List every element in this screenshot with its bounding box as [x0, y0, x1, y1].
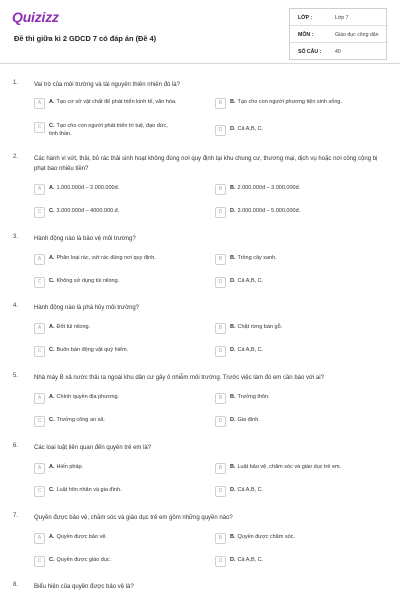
- option-text: Quyền được bảo vệ.: [56, 534, 107, 540]
- option-label: [49, 347, 199, 355]
- option-box[interactable]: D: [215, 125, 226, 136]
- option-label: [49, 487, 199, 495]
- option-label: [49, 417, 199, 425]
- option-text: Cả A,B, C.: [237, 557, 264, 563]
- option-box[interactable]: D: [215, 346, 226, 357]
- option-letter: B.: [230, 99, 236, 105]
- document-header: [0, 0, 400, 64]
- option-letter: B.: [230, 394, 236, 400]
- option-label: [230, 464, 380, 472]
- option-letter: A.: [49, 185, 55, 191]
- option-box[interactable]: C: [34, 486, 45, 497]
- option-text: Buôn bán động vật quý hiếm.: [56, 347, 129, 353]
- question-text: Biểu hiện của quyền được bảo vệ là?: [34, 584, 134, 590]
- option-letter: B.: [230, 185, 236, 191]
- question-number: 8.: [13, 582, 19, 588]
- question-number: 4.: [13, 303, 19, 309]
- option-text: Hiến pháp.: [56, 464, 84, 470]
- option-text: Trồng cây xanh.: [237, 255, 277, 261]
- option-text: 2.000.000đ – 3.000.000đ.: [237, 185, 301, 191]
- meta-info-box: [289, 8, 387, 60]
- option-label: [49, 324, 199, 332]
- option-text: Chặt rừng bán gỗ.: [237, 324, 283, 330]
- meta-row-subject: [290, 26, 388, 43]
- quizizz-logo[interactable]: Quizizz: [12, 9, 59, 25]
- option-box[interactable]: A: [34, 393, 45, 404]
- option-box[interactable]: A: [34, 184, 45, 195]
- option-letter: A.: [49, 394, 55, 400]
- option-label: [49, 278, 199, 286]
- option-label: [230, 208, 380, 216]
- question-text: Hành động nào là bảo vệ môi trường?: [34, 236, 136, 242]
- option-letter: D.: [230, 126, 236, 132]
- meta-value: 40: [335, 49, 341, 55]
- option-label: [230, 534, 380, 542]
- option-label: [49, 255, 199, 263]
- page-title: Đề thi giữa kì 2 GDCD 7 có đáp án (Đề 4): [14, 34, 157, 43]
- option-text: Quyền được chăm sóc.: [237, 534, 295, 540]
- option-letter: A.: [49, 534, 55, 540]
- option-box[interactable]: B: [215, 184, 226, 195]
- option-text: Gia đình.: [237, 417, 260, 423]
- option-letter: B.: [230, 534, 236, 540]
- question-text: Các loại luật liên quan đến quyền trẻ em là?: [34, 445, 152, 451]
- option-letter: C.: [49, 487, 55, 493]
- option-letter: D.: [230, 208, 236, 214]
- option-box[interactable]: D: [215, 556, 226, 567]
- meta-value: Lớp 7: [335, 15, 349, 21]
- option-label: [230, 185, 380, 193]
- meta-row-question-count: [290, 43, 388, 60]
- option-box[interactable]: A: [34, 98, 45, 109]
- option-box[interactable]: C: [34, 346, 45, 357]
- option-text: Đốt túi nilong.: [56, 324, 91, 330]
- option-letter: A.: [49, 324, 55, 330]
- option-label: [230, 126, 380, 134]
- question-text: Các hành vi vứt, thải, bỏ rác thải sinh hoạt không đúng nơi quy định tại khu chung cư, thương mại, dịch vụ hoặc nơi công cộng bị phạt bao nhiêu tiền?: [34, 156, 378, 172]
- option-box[interactable]: C: [34, 207, 45, 218]
- option-letter: D.: [230, 347, 236, 353]
- option-letter: A.: [49, 99, 55, 105]
- meta-label: MÔN :: [298, 32, 314, 38]
- option-label: [230, 394, 380, 402]
- option-text: Quyền được giáo dục.: [56, 557, 112, 563]
- option-text: Tạo cho con người phương tiện sinh sống.: [237, 99, 342, 105]
- option-text: Trưởng công an xã.: [56, 417, 105, 423]
- option-text: Cả A,B, C.: [237, 278, 264, 284]
- option-text: Tạo cho con người phát triển trí tuệ, đạo đức, tinh thần.: [49, 123, 168, 137]
- option-text: 3.000.000đ – 4000.000.đ.: [56, 208, 120, 214]
- question-text: Hành động nào là phá hủy môi trường?: [34, 305, 140, 311]
- option-label: [49, 557, 199, 565]
- option-box[interactable]: D: [215, 207, 226, 218]
- option-text: 3.000.000đ – 5.000.000đ.: [237, 208, 301, 214]
- option-box[interactable]: C: [34, 277, 45, 288]
- option-label: [230, 278, 380, 286]
- option-letter: C.: [49, 123, 55, 129]
- option-text: Cả A,B, C.: [237, 487, 264, 493]
- option-letter: C.: [49, 347, 55, 353]
- option-label: [230, 347, 380, 355]
- option-label: [230, 255, 380, 263]
- question-text: Quyền được bảo vệ, chăm sóc và giáo dục trẻ em gồm những quyền nào?: [34, 515, 233, 521]
- option-letter: C.: [49, 278, 55, 284]
- option-letter: B.: [230, 255, 236, 261]
- option-box[interactable]: D: [215, 277, 226, 288]
- option-label: [230, 417, 380, 425]
- option-letter: D.: [230, 278, 236, 284]
- option-label: [49, 123, 174, 138]
- option-label: [49, 185, 199, 193]
- option-letter: A.: [49, 464, 55, 470]
- meta-value: Giáo dục công dân: [335, 32, 379, 38]
- question-number: 3.: [13, 234, 19, 240]
- option-label: [49, 208, 199, 216]
- option-text: Luật hôn nhân và gia đình.: [56, 487, 122, 493]
- option-text: 1.000.000đ – 2.000.000đ.: [56, 185, 120, 191]
- option-letter: A.: [49, 255, 55, 261]
- question-number: 7.: [13, 513, 19, 519]
- option-letter: D.: [230, 487, 236, 493]
- meta-label: LỚP :: [298, 15, 313, 21]
- option-label: [230, 557, 380, 565]
- option-letter: B.: [230, 464, 236, 470]
- option-letter: C.: [49, 557, 55, 563]
- option-label: [49, 534, 199, 542]
- option-label: [49, 99, 199, 107]
- option-text: Tạo cơ sở vật chất để phát triển kinh tế, văn hóa.: [56, 99, 177, 105]
- question-text: Vai trò của môi trường và tài nguyên thiên nhiên đó là?: [34, 82, 180, 88]
- meta-row-class: [290, 9, 388, 26]
- option-box[interactable]: B: [215, 323, 226, 334]
- option-text: Cả A,B, C.: [237, 126, 264, 132]
- option-box[interactable]: A: [34, 463, 45, 474]
- option-box[interactable]: C: [34, 122, 45, 133]
- option-letter: C.: [49, 417, 55, 423]
- option-label: [230, 99, 380, 107]
- option-text: Không sử dụng túi nilong.: [56, 278, 120, 284]
- option-box[interactable]: A: [34, 533, 45, 544]
- option-text: Chính quyền địa phương.: [56, 394, 120, 400]
- question-number: 6.: [13, 443, 19, 449]
- option-box[interactable]: D: [215, 416, 226, 427]
- option-text: Luật bảo vệ, chăm sóc và giáo dục trẻ em.: [237, 464, 342, 470]
- question-text: Nhà máy B xả nước thải ra ngoài khu dân cư gây ô nhiễm môi trường. Trước việc làm đó em cần báo với ai?: [34, 375, 324, 381]
- option-letter: B.: [230, 324, 236, 330]
- option-box[interactable]: B: [215, 533, 226, 544]
- meta-label: SỐ CÂU :: [298, 49, 322, 55]
- option-label: [230, 324, 380, 332]
- question-number: 5.: [13, 373, 19, 379]
- option-text: Cả A,B, C.: [237, 347, 264, 353]
- option-box[interactable]: B: [215, 463, 226, 474]
- option-letter: D.: [230, 417, 236, 423]
- option-box[interactable]: B: [215, 393, 226, 404]
- option-box[interactable]: C: [34, 556, 45, 567]
- option-box[interactable]: A: [34, 323, 45, 334]
- option-label: [230, 487, 380, 495]
- option-box[interactable]: A: [34, 254, 45, 265]
- option-box[interactable]: C: [34, 416, 45, 427]
- option-box[interactable]: B: [215, 254, 226, 265]
- option-label: [49, 464, 199, 472]
- option-letter: C.: [49, 208, 55, 214]
- option-letter: D.: [230, 557, 236, 563]
- option-text: Trưởng thôn.: [237, 394, 270, 400]
- option-label: [49, 394, 199, 402]
- question-number: 1.: [13, 80, 19, 86]
- option-text: Phân loại rác, vứt rác đúng nơi quy định.: [56, 255, 156, 261]
- option-box[interactable]: B: [215, 98, 226, 109]
- question-number: 2.: [13, 154, 19, 160]
- option-box[interactable]: D: [215, 486, 226, 497]
